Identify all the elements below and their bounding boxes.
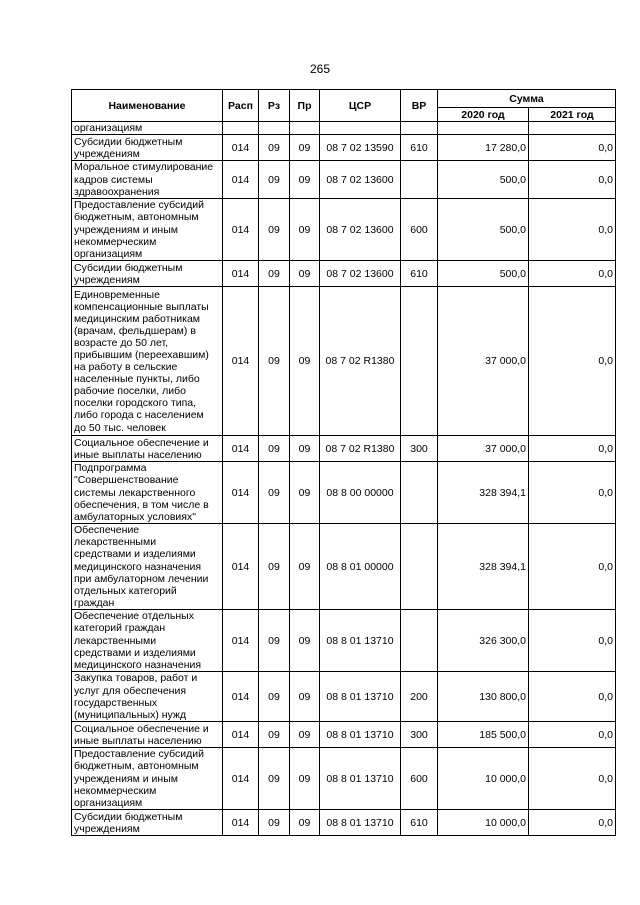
cell-pr: 09: [290, 610, 320, 672]
cell-rz: 09: [259, 672, 290, 722]
cell-rz: 09: [259, 810, 290, 836]
cell-2021: 0,0: [529, 135, 616, 161]
cell-2020: 328 394,1: [438, 524, 529, 610]
cell-name: Социальное обеспечение и иные выплаты населению: [72, 436, 223, 462]
cell-pr: 09: [290, 722, 320, 748]
table-row: [72, 748, 616, 810]
cell-rasp: 014: [223, 287, 259, 436]
cell-name: Обеспечение лекарственными средствами и изделиями медицинского назначения при амбулаторном лечении отдельных категорий граждан: [72, 524, 223, 610]
cell-2021: 0,0: [529, 462, 616, 524]
cell-rz: 09: [259, 436, 290, 462]
cell-rasp: 014: [223, 199, 259, 261]
table-body: [72, 122, 616, 836]
table-row: [72, 287, 616, 436]
table-row: [72, 672, 616, 722]
cell-vr: [401, 161, 438, 199]
cell-pr: 09: [290, 135, 320, 161]
table-row: [72, 261, 616, 287]
table-row: [72, 436, 616, 462]
cell-vr: [401, 610, 438, 672]
cell-2021: 0,0: [529, 261, 616, 287]
cell-vr: [401, 462, 438, 524]
table-row: [72, 199, 616, 261]
cell-csr: 08 7 02 13600: [320, 261, 401, 287]
cell-csr: 08 8 01 13710: [320, 672, 401, 722]
cell-vr: 300: [401, 722, 438, 748]
cell-2020: 500,0: [438, 261, 529, 287]
cell-rasp: 014: [223, 672, 259, 722]
cell-2020: 500,0: [438, 161, 529, 199]
cell-pr: 09: [290, 748, 320, 810]
cell-name: Социальное обеспечение и иные выплаты населению: [72, 722, 223, 748]
cell-rasp: 014: [223, 748, 259, 810]
cell-2021: [529, 122, 616, 135]
table-row: [72, 810, 616, 836]
cell-csr: 08 7 02 R1380: [320, 287, 401, 436]
cell-name: Предоставление субсидий бюджетным, автономным учреждениям и иным некоммерческим организациям: [72, 199, 223, 261]
cell-csr: 08 7 02 R1380: [320, 436, 401, 462]
header-name: Наименование: [72, 90, 223, 122]
cell-csr: 08 8 01 00000: [320, 524, 401, 610]
cell-csr: [320, 122, 401, 135]
cell-rz: 09: [259, 161, 290, 199]
cell-2020: 328 394,1: [438, 462, 529, 524]
cell-vr: 300: [401, 436, 438, 462]
cell-pr: 09: [290, 524, 320, 610]
budget-table: [71, 89, 616, 836]
header-rasp: Расп: [223, 90, 259, 122]
cell-pr: [290, 122, 320, 135]
cell-2020: 10 000,0: [438, 810, 529, 836]
cell-2021: 0,0: [529, 722, 616, 748]
cell-2021: 0,0: [529, 199, 616, 261]
cell-2020: 326 300,0: [438, 610, 529, 672]
cell-2021: 0,0: [529, 161, 616, 199]
cell-name: Субсидии бюджетным учреждениям: [72, 135, 223, 161]
cell-2020: 10 000,0: [438, 748, 529, 810]
cell-rasp: 014: [223, 524, 259, 610]
cell-rasp: 014: [223, 610, 259, 672]
cell-rz: [259, 122, 290, 135]
table-row: [72, 610, 616, 672]
cell-vr: 600: [401, 199, 438, 261]
cell-pr: 09: [290, 672, 320, 722]
cell-2020: 37 000,0: [438, 287, 529, 436]
cell-rasp: [223, 122, 259, 135]
header-vr: ВР: [401, 90, 438, 122]
cell-rasp: 014: [223, 135, 259, 161]
cell-rasp: 014: [223, 261, 259, 287]
cell-2020: 17 280,0: [438, 135, 529, 161]
cell-csr: 08 8 00 00000: [320, 462, 401, 524]
cell-pr: 09: [290, 462, 320, 524]
cell-csr: 08 7 02 13600: [320, 161, 401, 199]
header-sum: Сумма: [438, 90, 616, 108]
cell-csr: 08 8 01 13710: [320, 610, 401, 672]
cell-2021: 0,0: [529, 524, 616, 610]
cell-csr: 08 7 02 13590: [320, 135, 401, 161]
table-row: [72, 135, 616, 161]
cell-pr: 09: [290, 810, 320, 836]
cell-pr: 09: [290, 261, 320, 287]
cell-2021: 0,0: [529, 287, 616, 436]
cell-rz: 09: [259, 199, 290, 261]
cell-rasp: 014: [223, 722, 259, 748]
table-row: [72, 722, 616, 748]
cell-vr: [401, 287, 438, 436]
page-number: 265: [309, 62, 331, 76]
cell-name: Подпрограмма "Совершенствование системы лекарственного обеспечения, в том числе в амбулаторных условиях": [72, 462, 223, 524]
cell-name: Обеспечение отдельных категорий граждан лекарственными средствами и изделиями медицинского назначения: [72, 610, 223, 672]
cell-2020: [438, 122, 529, 135]
cell-rz: 09: [259, 722, 290, 748]
cell-2020: 185 500,0: [438, 722, 529, 748]
cell-pr: 09: [290, 436, 320, 462]
cell-csr: 08 8 01 13710: [320, 722, 401, 748]
cell-rasp: 014: [223, 436, 259, 462]
cell-2021: 0,0: [529, 810, 616, 836]
cell-name: Моральное стимулирование кадров системы здравоохранения: [72, 161, 223, 199]
cell-csr: 08 8 01 13710: [320, 810, 401, 836]
cell-name: организациям: [72, 122, 223, 135]
cell-2021: 0,0: [529, 610, 616, 672]
cell-2021: 0,0: [529, 436, 616, 462]
cell-rz: 09: [259, 610, 290, 672]
cell-rz: 09: [259, 287, 290, 436]
cell-vr: 200: [401, 672, 438, 722]
table-row: [72, 122, 616, 135]
header-2020: 2020 год: [438, 108, 529, 122]
cell-csr: 08 7 02 13600: [320, 199, 401, 261]
cell-pr: 09: [290, 199, 320, 261]
cell-csr: 08 8 01 13710: [320, 748, 401, 810]
cell-rasp: 014: [223, 462, 259, 524]
cell-rz: 09: [259, 748, 290, 810]
cell-rasp: 014: [223, 810, 259, 836]
cell-name: Субсидии бюджетным учреждениям: [72, 810, 223, 836]
cell-name: Предоставление субсидий бюджетным, автономным учреждениям и иным некоммерческим организациям: [72, 748, 223, 810]
cell-2020: 37 000,0: [438, 436, 529, 462]
cell-vr: 610: [401, 810, 438, 836]
cell-2021: 0,0: [529, 748, 616, 810]
cell-2021: 0,0: [529, 672, 616, 722]
cell-rasp: 014: [223, 161, 259, 199]
cell-2020: 500,0: [438, 199, 529, 261]
cell-vr: 600: [401, 748, 438, 810]
header-2021: 2021 год: [529, 108, 616, 122]
header-pr: Пр: [290, 90, 320, 122]
cell-rz: 09: [259, 261, 290, 287]
table-row: [72, 462, 616, 524]
cell-pr: 09: [290, 161, 320, 199]
cell-rz: 09: [259, 462, 290, 524]
cell-pr: 09: [290, 287, 320, 436]
cell-2020: 130 800,0: [438, 672, 529, 722]
cell-rz: 09: [259, 135, 290, 161]
cell-vr: [401, 122, 438, 135]
table-row: [72, 161, 616, 199]
cell-vr: [401, 524, 438, 610]
header-csr: ЦСР: [320, 90, 401, 122]
cell-vr: 610: [401, 261, 438, 287]
header-rz: Рз: [259, 90, 290, 122]
cell-name: Закупка товаров, работ и услуг для обеспечения государственных (муниципальных) нужд: [72, 672, 223, 722]
cell-name: Субсидии бюджетным учреждениям: [72, 261, 223, 287]
cell-vr: 610: [401, 135, 438, 161]
cell-name: Единовременные компенсационные выплаты медицинским работникам (врачам, фельдшерам) в возрасте до 50 лет, прибывшим (переехавшим) на работу в сельские населенные пункты, либо рабочие поселки, либо поселки городского типа, либо города с населением до 50 тыс. человек: [72, 287, 223, 436]
table-row: [72, 524, 616, 610]
cell-rz: 09: [259, 524, 290, 610]
